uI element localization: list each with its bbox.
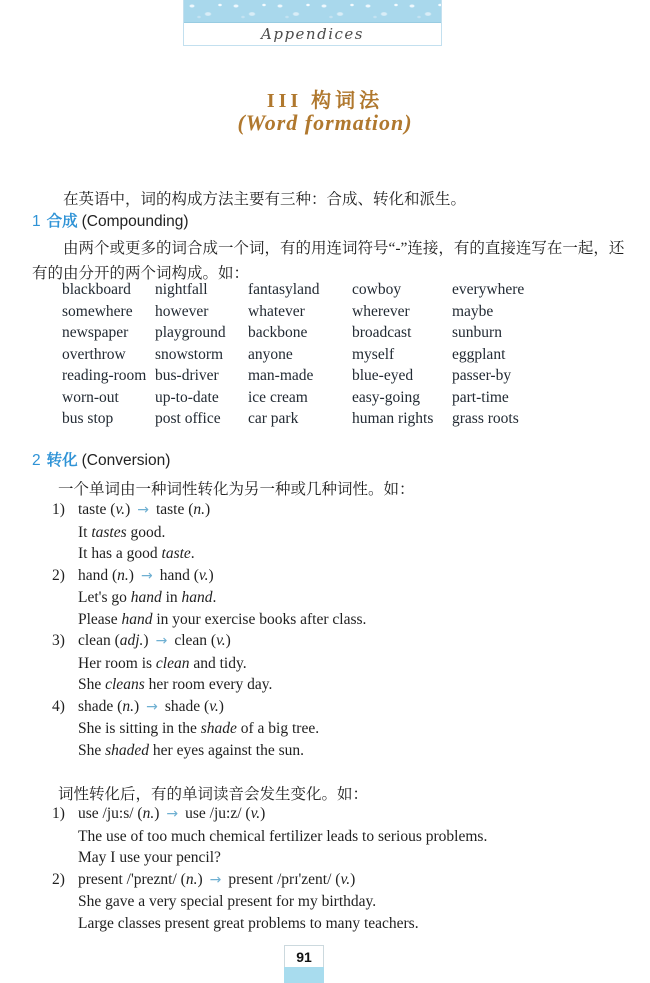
compound-word: whatever [248, 302, 305, 320]
example-headword-line [52, 630, 626, 653]
example-sentence: She is sitting in the shade of a big tree. [78, 720, 320, 737]
section1-number: 1 [32, 213, 41, 230]
compound-word: part-time [452, 388, 509, 406]
example-headword-line [52, 499, 626, 522]
compound-word: cowboy [352, 281, 402, 298]
example-sentence: She gave a very special present for my birthday. [78, 893, 377, 910]
example-headword-line [52, 565, 626, 588]
page-header [183, 0, 442, 46]
arrow-icon: → [137, 502, 149, 518]
compound-word: up-to-date [155, 388, 219, 406]
compound-word: nightfall [155, 281, 208, 298]
headword-from: use /ju:s/ (n.) [78, 805, 160, 822]
compound-word: grass roots [452, 410, 519, 427]
example-number: 2) [52, 566, 65, 584]
compound-word: sunburn [452, 324, 502, 341]
compound-word: worn-out [62, 388, 119, 406]
conversion-example [52, 696, 626, 762]
section2-heading [32, 448, 170, 470]
water-droplets-banner-image [184, 0, 441, 23]
compound-word: broadcast [352, 324, 412, 341]
example-sentence: Her room is clean and tidy. [78, 654, 247, 672]
section1-description: 由两个或更多的词合成一个词，有的用连词符号“-”连接，有的直接连写在一起，还有的由分开的两个词构成。如： [32, 240, 625, 282]
compound-word-table [62, 279, 524, 430]
conversion-example [52, 803, 626, 869]
headword-to: taste (n.) [155, 501, 211, 518]
example-sentence: She cleans her room every day. [78, 676, 273, 693]
compound-word: everywhere [452, 281, 525, 298]
example-number: 2) [52, 870, 65, 888]
headword-to: hand (v.) [159, 566, 214, 584]
compound-word: blue-eyed [352, 367, 414, 384]
compound-word: backbone [248, 324, 308, 341]
example-headword-line [52, 803, 626, 826]
header-label: Appendices [261, 25, 364, 43]
example-number: 3) [52, 632, 65, 649]
example-sentence: It has a good taste. [78, 545, 195, 562]
intro-paragraph: 在英语中，词的构成方法主要有三种：合成、转化和派生。 [63, 191, 467, 208]
example-sentence: Let's go hand in hand. [78, 589, 217, 606]
page-number-badge: 91 [284, 945, 324, 967]
compound-word: passer-by [452, 367, 512, 384]
compound-word: eggplant [452, 345, 506, 363]
page-number-bar [284, 967, 324, 983]
compound-word: playground [155, 324, 226, 341]
arrow-icon: → [166, 806, 179, 822]
compound-word: overthrow [62, 345, 126, 363]
headword-to: present /prɪ'zent/ (v.) [228, 870, 356, 888]
compound-word: bus stop [62, 410, 114, 427]
conversion-example [52, 869, 626, 935]
headword-from: shade (n.) [78, 697, 140, 715]
compound-word: fantasyland [248, 281, 320, 298]
section1-heading [32, 209, 188, 231]
headword-from: hand (n.) [78, 566, 134, 584]
compound-word: newspaper [62, 324, 129, 341]
example-number: 4) [52, 697, 65, 715]
example-headword-line [52, 869, 626, 892]
section2-name: 转化 [46, 452, 78, 469]
example-number: 1) [52, 805, 65, 822]
pronunciation-note: 词性转化后，有的单词读音会发生变化。如： [58, 786, 369, 803]
section2-description: 一个单词由一种词性转化为另一种或几种词性。如： [58, 481, 415, 498]
arrow-icon: → [209, 871, 222, 888]
conversion-example [52, 630, 626, 696]
compound-word: easy-going [352, 388, 421, 406]
compound-word: post office [155, 410, 221, 427]
headword-from: present /'preznt/ (n.) [78, 870, 203, 888]
compound-word: myself [352, 345, 395, 363]
headword-to: shade (v.) [164, 697, 224, 715]
example-sentence: It tastes good. [78, 523, 166, 541]
compound-word: wherever [352, 302, 410, 320]
compound-word: blackboard [62, 281, 131, 298]
example-number: 1) [52, 501, 65, 518]
compound-word: snowstorm [155, 345, 224, 363]
arrow-icon: → [155, 633, 168, 649]
arrow-icon: → [146, 698, 158, 715]
compound-word: car park [248, 410, 299, 427]
example-sentence: The use of too much chemical fertilizer leads to serious problems. [78, 827, 488, 845]
section2-number: 2 [32, 452, 41, 469]
example-sentence: Please hand in your exercise books after class. [78, 610, 367, 628]
page-title-english: (Word formation) [237, 110, 413, 135]
section2-english: (Conversion) [81, 452, 171, 469]
compound-word: human rights [352, 410, 434, 427]
section1-english: (Compounding) [81, 213, 189, 230]
compound-word: however [155, 302, 209, 320]
compound-word: man-made [248, 367, 314, 384]
compound-word: bus-driver [155, 367, 219, 384]
conversion-example [52, 499, 626, 565]
arrow-icon: → [140, 567, 153, 584]
headword-from: clean (adj.) [78, 632, 149, 649]
section1-name: 合成 [46, 213, 78, 230]
conversion-example [52, 565, 626, 631]
headword-from: taste (v.) [78, 501, 131, 518]
compound-word: anyone [248, 345, 293, 363]
page-title-chinese: III 构词法 [266, 90, 384, 112]
example-sentence: Large classes present great problems to many teachers. [78, 914, 419, 932]
conversion-examples-list [52, 499, 626, 761]
compound-word: ice cream [248, 388, 308, 406]
compound-word: reading-room [62, 367, 147, 384]
example-sentence: May I use your pencil? [78, 849, 221, 866]
headword-to: use /ju:z/ (v.) [185, 805, 266, 822]
compound-word: maybe [452, 302, 494, 320]
example-headword-line [52, 696, 626, 719]
compound-word: somewhere [62, 302, 133, 320]
pronunciation-examples-list [52, 803, 626, 934]
example-sentence: She shaded her eyes against the sun. [78, 741, 305, 759]
headword-to: clean (v.) [174, 632, 231, 649]
